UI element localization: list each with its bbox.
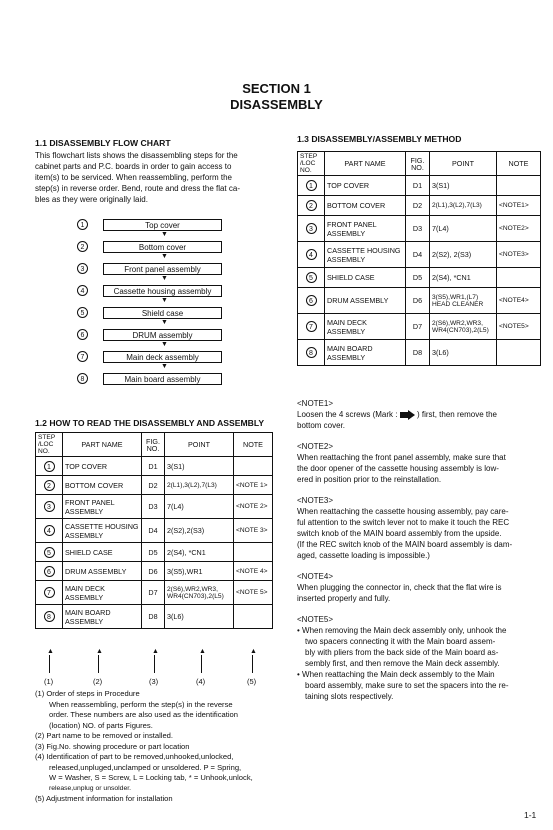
howto-table xyxy=(35,432,273,629)
flow-step-shield-case: Shield case xyxy=(103,307,222,319)
notes xyxy=(297,398,543,702)
note-line: ered in position prior to the reinstallation. xyxy=(297,475,442,484)
flow-step-drum: DRUM assembly xyxy=(103,329,222,341)
table-row: 3 FRONT PANEL ASSEMBLY D3 7(L4) <NOTE2> xyxy=(298,216,541,242)
note-bullet: • When removing the Main deck assembly only, unhook the xyxy=(297,626,507,635)
note-line: When reattaching the front panel assembly, make sure that xyxy=(297,453,506,462)
col-fig: FIG. NO. xyxy=(406,152,430,176)
arrow-down-icon: ▼ xyxy=(161,253,168,260)
arrow-up-icon: ▲ xyxy=(199,648,206,655)
marker-label: (1) xyxy=(44,677,54,686)
arrow-down-icon: ▼ xyxy=(161,297,168,304)
note-bullet: • When reattaching the Main deck assembly to the Main xyxy=(297,670,495,679)
note-line: (If the REC switch knob of the MAIN board assembly is dam- xyxy=(297,540,513,549)
note5-title: <NOTE5> xyxy=(297,615,334,624)
note-line: sembly first, and then remove the Main deck assembly. xyxy=(305,659,500,668)
table-row: 3 FRONT PANEL ASSEMBLY D3 7(L4) <NOTE 2> xyxy=(36,495,273,519)
table-row: 5 SHIELD CASE D5 2(S4), *CN1 xyxy=(298,268,541,288)
marker-line xyxy=(201,655,202,673)
arrow-up-icon: ▲ xyxy=(47,648,54,655)
screw-mark-icon xyxy=(400,412,408,418)
table-row: 8 MAIN BOARD ASSEMBLY D8 3(L6) xyxy=(36,605,273,629)
legend-item: (5) Adjustment information for installation xyxy=(35,794,173,803)
flow-step-number: 1 xyxy=(77,219,88,230)
marker-label: (2) xyxy=(93,677,103,686)
flow-step-main-deck: Main deck assembly xyxy=(103,351,222,363)
flow-step-front-panel: Front panel assembly xyxy=(103,263,222,275)
flow-step-number: 7 xyxy=(77,351,88,362)
note-line: switch knob of the MAIN board assembly from the upside. xyxy=(297,529,502,538)
flow-step-number: 8 xyxy=(77,373,88,384)
note-line: taining slots respectively. xyxy=(305,692,394,701)
bullet-icon: • xyxy=(297,670,303,679)
legend-item: (1) Order of steps in Procedure xyxy=(35,689,140,698)
flow-step-number: 3 xyxy=(77,263,88,274)
col-point: POINT xyxy=(165,433,234,457)
col-part-name: PART NAME xyxy=(63,433,142,457)
flow-step-top-cover: Top cover xyxy=(103,219,222,231)
note1-title: <NOTE1> xyxy=(297,399,334,408)
note4-title: <NOTE4> xyxy=(297,572,334,581)
legend-item: released,unpluged,unclamped or unsoldered. P = Spring, xyxy=(49,762,242,772)
page-number: 1-1 xyxy=(524,810,537,820)
col-step: STEP /LOC NO. xyxy=(36,433,63,457)
arrow-down-icon: ▼ xyxy=(161,231,168,238)
marker-line xyxy=(252,655,253,673)
arrow-up-icon: ▲ xyxy=(152,648,159,655)
flow-step-number: 5 xyxy=(77,307,88,318)
col-part-name: PART NAME xyxy=(325,152,406,176)
arrow-right-icon xyxy=(408,410,415,420)
table-row: 5 SHIELD CASE D5 2(S4), *CN1 xyxy=(36,543,273,562)
marker-line xyxy=(98,655,99,673)
legend-item: W = Washer, S = Screw, L = Locking tab, * = Unhook,unlock, xyxy=(49,773,253,782)
bullet-icon: • xyxy=(297,626,303,635)
note-line: inserted properly and fully. xyxy=(297,594,391,603)
arrow-up-icon: ▲ xyxy=(96,648,103,655)
legend-item: (2) Part name to be removed or installed. xyxy=(35,731,174,740)
flow-step-number: 6 xyxy=(77,329,88,340)
table-header-row xyxy=(36,433,273,457)
arrow-down-icon: ▼ xyxy=(161,363,168,370)
legend-item: release,unplug or unsolder. xyxy=(49,784,131,792)
marker-label: (4) xyxy=(196,677,206,686)
legend-item: (location) NO. of parts Figures. xyxy=(49,720,153,730)
legend-item: (3) Fig.No. showing procedure or part location xyxy=(35,741,190,751)
marker-label: (5) xyxy=(247,677,257,686)
table-row: 6 DRUM ASSEMBLY D6 3(S5),WR1 <NOTE 4> xyxy=(36,562,273,581)
table-row: 8 MAIN BOARD ASSEMBLY D8 3(L6) xyxy=(298,340,541,366)
table-row: 6 DRUM ASSEMBLY D6 3(S5),WR1,(L7) HEAD CLEANER <NOTE4> xyxy=(298,288,541,314)
flow-chart-heading: 1.1 DISASSEMBLY FLOW CHART xyxy=(35,138,171,148)
table-row: 1 TOP COVER D1 3(S1) xyxy=(298,176,541,196)
arrow-up-icon: ▲ xyxy=(250,648,257,655)
howto-heading: 1.2 HOW TO READ THE DISASSEMBLY AND ASSEMBLY xyxy=(35,418,265,428)
note-line: the door opener of the cassette housing assembly is low- xyxy=(297,464,499,473)
flow-step-main-board: Main board assembly xyxy=(103,373,222,385)
note-line: two spacers connecting it with the Main board assem- xyxy=(305,637,496,646)
arrow-down-icon: ▼ xyxy=(161,341,168,348)
flow-step-cassette-housing: Cassette housing assembly xyxy=(103,285,222,297)
note3-title: <NOTE3> xyxy=(297,496,334,505)
note-line: board assembly, make sure to set the spacers into the re- xyxy=(305,681,509,690)
table-row: 4 CASSETTE HOUSING ASSEMBLY D4 2(S2), 2(S3) <NOTE3> xyxy=(298,242,541,268)
legend-item: (4) Identification of part to be removed,unhooked,unlocked, xyxy=(35,752,234,761)
marker-line xyxy=(49,655,50,673)
note1-text-2: bottom cover. xyxy=(297,421,346,430)
method-table xyxy=(297,151,541,366)
section-title: DISASSEMBLY xyxy=(230,97,323,112)
note-line: aged, cassette loading is impossible.) xyxy=(297,551,430,560)
method-heading: 1.3 DISASSEMBLY/ASSEMBLY METHOD xyxy=(297,134,462,144)
flow-step-number: 2 xyxy=(77,241,88,252)
table-header-row xyxy=(298,152,541,176)
flow-intro: This flowchart lists shows the disassembling steps for the cabinet parts and P.C. boards in order to gain access to item(s) to be serviced. When reassembling, perform the step(s) in reverse order. Bend, route and dress the flat ca- bles as they were originally laid. xyxy=(35,151,240,204)
table-row: 7 MAIN DECK ASSEMBLY D7 2(S6),WR2,WR3, WR4(CN703),2(L5) <NOTE5> xyxy=(298,314,541,340)
arrow-down-icon: ▼ xyxy=(161,275,168,282)
col-note: NOTE xyxy=(497,152,541,176)
table-row: 2 BOTTOM COVER D2 2(L1),3(L2),7(L3) <NOTE 1> xyxy=(36,476,273,495)
note-line: ful attention to the switch lever not to make it touch the REC xyxy=(297,518,510,527)
note2-title: <NOTE2> xyxy=(297,442,334,451)
table-row: 7 MAIN DECK ASSEMBLY D7 2(S6),WR2,WR3, WR4(CN703),2(L5) <NOTE 5> xyxy=(36,581,273,605)
arrow-down-icon: ▼ xyxy=(161,319,168,326)
legend-item: When reassembling, perform the step(s) in the reverse xyxy=(49,699,233,709)
note-line: When reattaching the cassette housing assembly, pay care- xyxy=(297,507,509,516)
flow-step-number: 4 xyxy=(77,285,88,296)
table-row: 2 BOTTOM COVER D2 2(L1),3(L2),7(L3) <NOTE1> xyxy=(298,196,541,216)
note1-text: Loosen the 4 screws (Mark : ) first, then remove the xyxy=(297,410,497,419)
marker-label: (3) xyxy=(149,677,159,686)
flow-step-bottom-cover: Bottom cover xyxy=(103,241,222,253)
legend xyxy=(35,689,275,805)
table-row: 1 TOP COVER D1 3(S1) xyxy=(36,457,273,476)
col-step: STEP /LOC NO. xyxy=(298,152,325,176)
note-line: When plugging the connector in, check that the flat wire is xyxy=(297,583,502,592)
note-line: bly with pliers from the back side of the Main board as- xyxy=(305,648,499,657)
col-fig: FIG. NO. xyxy=(142,433,165,457)
table-row: 4 CASSETTE HOUSING ASSEMBLY D4 2(S2),2(S3) <NOTE 3> xyxy=(36,519,273,543)
legend-item: order. These numbers are also used as the identification xyxy=(49,710,238,719)
col-point: POINT xyxy=(430,152,497,176)
marker-line xyxy=(154,655,155,673)
col-note: NOTE xyxy=(234,433,273,457)
section-number: SECTION 1 xyxy=(242,81,311,96)
